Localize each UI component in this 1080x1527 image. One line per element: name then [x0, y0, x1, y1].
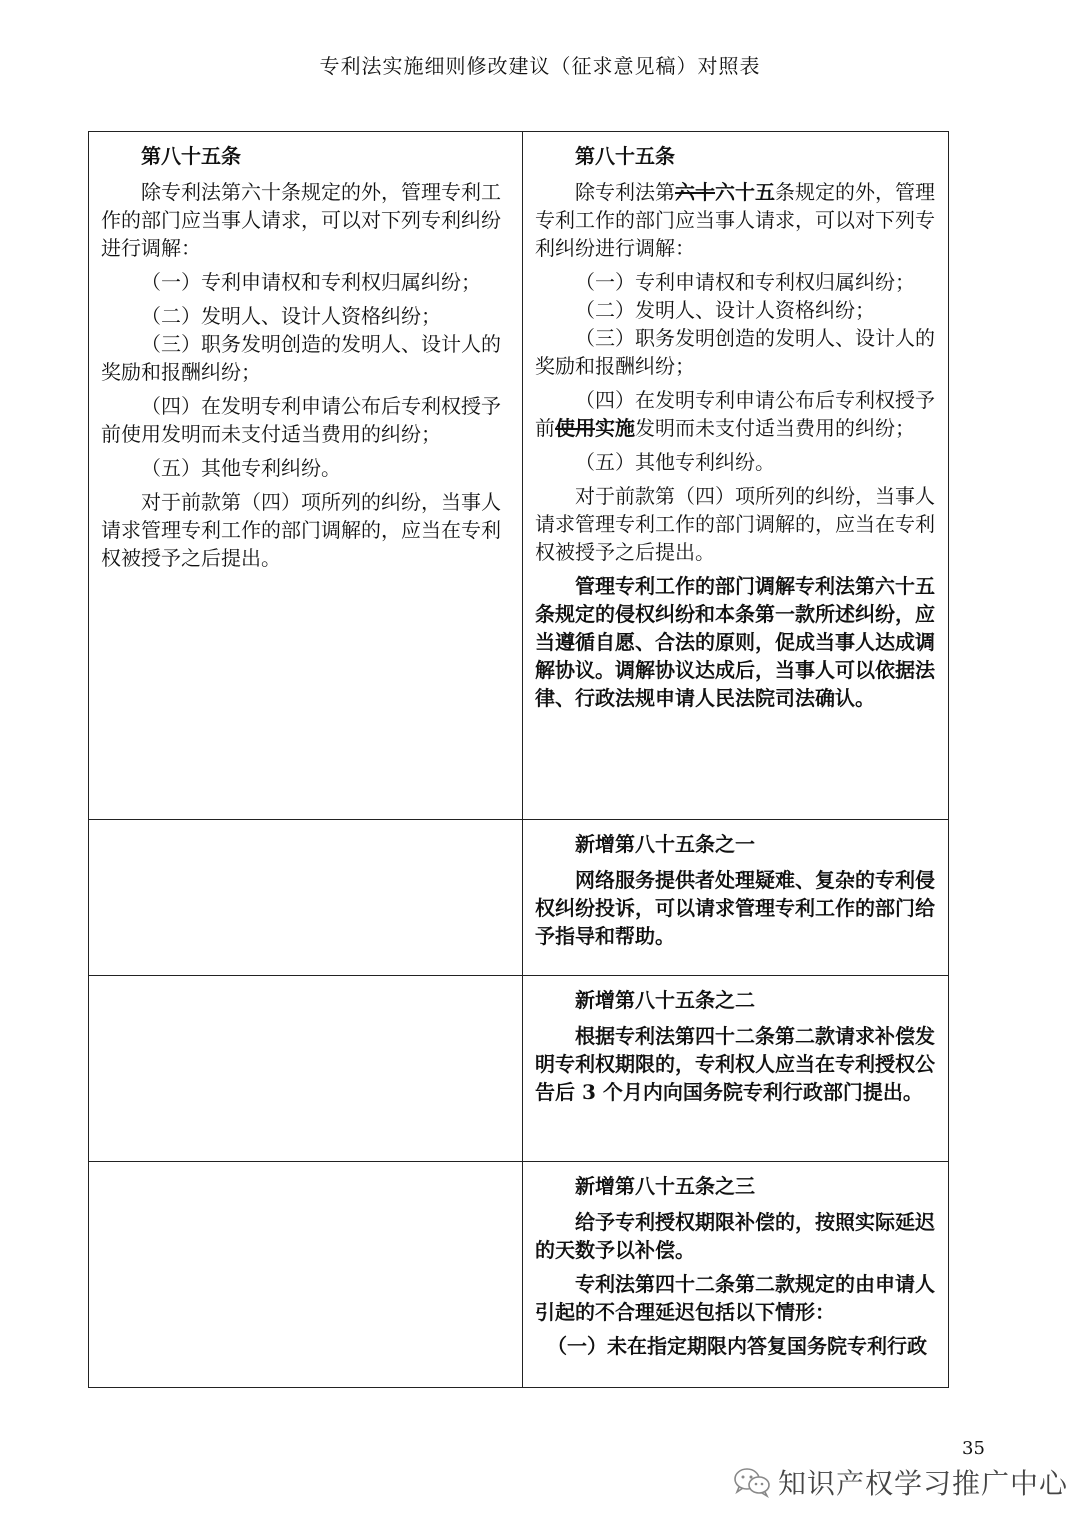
- inserted-paragraph: 网络服务提供者处理疑难、复杂的专利侵权纠纷投诉，可以请求管理专利工作的部门给予指导和帮助。: [535, 868, 935, 948]
- list-item: （四）在发明专利申请公布后专利权授予前使用发明而未支付适当费用的纠纷；: [101, 394, 501, 446]
- article-title: 新增第八十五条之三: [575, 1174, 755, 1198]
- list-item: （三）职务发明创造的发明人、设计人的奖励和报酬纠纷；: [101, 332, 501, 384]
- deleted-text: 使用: [555, 416, 595, 440]
- inserted-paragraph: 给予专利授权期限补偿的，按照实际延迟的天数予以补偿。: [535, 1210, 935, 1262]
- page-header: 专利法实施细则修改建议（征求意见稿）对照表: [319, 54, 761, 78]
- inserted-text: 六十五: [715, 180, 775, 204]
- original-text-cell: [89, 976, 523, 1162]
- revised-text-cell: [523, 976, 949, 1162]
- list-item: （二）发明人、设计人资格纠纷；: [575, 298, 875, 322]
- revised-text-cell: [523, 1162, 949, 1388]
- watermark: [732, 1462, 1068, 1502]
- article-title: 第八十五条: [575, 144, 675, 168]
- page-number: 35: [962, 1438, 985, 1459]
- original-text-cell: [89, 132, 523, 820]
- original-text-cell: [89, 820, 523, 976]
- paragraph: 除专利法第六十六十五条规定的外，管理专利工作的部门应当事人请求，可以对下列专利纠纷进行调解：: [535, 180, 935, 260]
- list-item: （一）专利申请权和专利权归属纠纷；: [141, 270, 481, 294]
- paragraph: 除专利法第六十条规定的外，管理专利工作的部门应当事人请求，可以对下列专利纠纷进行调解：: [101, 180, 501, 260]
- list-item: （三）职务发明创造的发明人、设计人的奖励和报酬纠纷；: [535, 326, 935, 378]
- list-item: （四）在发明专利申请公布后专利权授予前使用实施发明而未支付适当费用的纠纷；: [535, 388, 935, 440]
- table-row: [89, 132, 949, 820]
- paragraph: 对于前款第（四）项所列的纠纷，当事人请求管理专利工作的部门调解的，应当在专利权被授予之后提出。: [535, 484, 935, 564]
- paragraph: 对于前款第（四）项所列的纠纷，当事人请求管理专利工作的部门调解的，应当在专利权被授予之后提出。: [101, 490, 501, 570]
- comparison-table: [88, 131, 949, 1388]
- article-title: 新增第八十五条之二: [575, 988, 755, 1012]
- table-row: [89, 976, 949, 1162]
- inserted-paragraph: 专利法第四十二条第二款规定的由申请人引起的不合理延迟包括以下情形：: [535, 1272, 935, 1324]
- inserted-paragraph: （一）未在指定期限内答复国务院专利行政: [547, 1334, 927, 1358]
- original-text-cell: [89, 1162, 523, 1388]
- deleted-text: 六十: [675, 180, 715, 204]
- revised-text-cell: [523, 820, 949, 976]
- wechat-icon: [732, 1466, 772, 1498]
- watermark-text: 知识产权学习推广中心: [778, 1467, 1069, 1500]
- inserted-text: 实施: [595, 416, 635, 440]
- article-title: 新增第八十五条之一: [575, 832, 755, 856]
- list-item: （二）发明人、设计人资格纠纷；: [141, 304, 441, 328]
- revised-text-cell: [523, 132, 949, 820]
- list-item: （五）其他专利纠纷。: [575, 450, 775, 474]
- inserted-paragraph: 根据专利法第四十二条第二款请求补偿发明专利权期限的，专利权人应当在专利授权公告后 3 个月内向国务院专利行政部门提出。: [535, 1024, 935, 1104]
- article-title: 第八十五条: [141, 144, 241, 168]
- inserted-paragraph: 管理专利工作的部门调解专利法第六十五条规定的侵权纠纷和本条第一款所述纠纷，应当遵循自愿、合法的原则，促成当事人达成调解协议。调解协议达成后，当事人可以依据法律、行政法规申请人民法院司法确认。: [535, 574, 935, 710]
- table-row: [89, 820, 949, 976]
- list-item: （一）专利申请权和专利权归属纠纷；: [575, 270, 915, 294]
- table-row: [89, 1162, 949, 1388]
- list-item: （五）其他专利纠纷。: [141, 456, 341, 480]
